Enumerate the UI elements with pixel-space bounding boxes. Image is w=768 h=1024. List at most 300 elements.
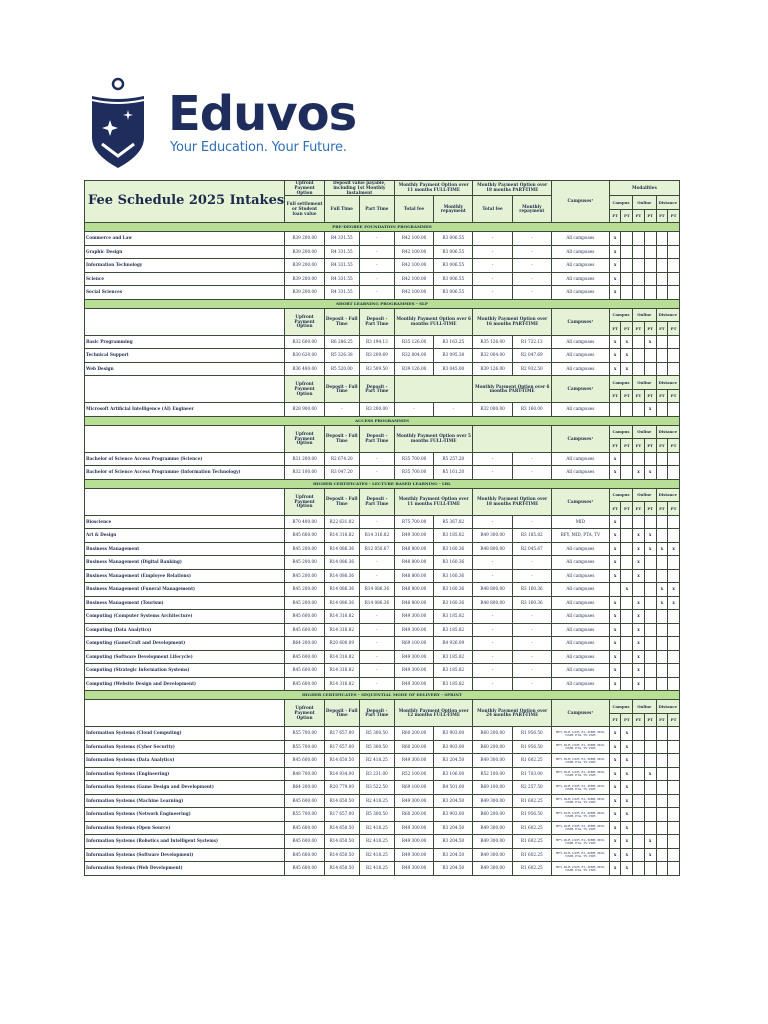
table-row [85,821,680,835]
monthly-ft-value: R3 185.82 [434,623,473,637]
modality-mark [644,862,656,876]
header-pt: PT [621,209,633,223]
modality-mark [656,259,668,273]
total-fee-ft-value: R49 300.00 [394,677,433,691]
modality-mark [621,596,633,610]
programme-name: Information Systems (Network Engineering) [85,808,285,822]
monthly-pt-value: R2 045.67 [512,542,551,556]
modality-mark: x [609,650,621,664]
modality-mark [621,515,633,529]
modality-mark [644,610,656,624]
header-monthly-full: Monthly Payment Option over 11 months FULL-TIME [394,181,473,196]
sub-header-ft: FT [656,502,668,516]
modality-mark [644,637,656,651]
deposit-part-value: R3 194.13 [359,335,394,349]
deposit-full-value: R14 086.36 [324,556,359,570]
monthly-ft-value: R3 903.00 [434,808,473,822]
total-fee-pt-value: R49 300.00 [473,848,512,862]
campuses-value: BFY, DLR, DUR, EL, MBH, MID, NMB, PTA, TV, VDB [551,754,609,768]
monthly-ft-value: R5 161.20 [434,466,473,480]
table-row [85,727,680,741]
sub-header-deposit-full: Deposit - Full Time [324,488,359,515]
monthly-ft-value: R3 006.55 [434,245,473,259]
programme-name: Information Systems (Open Source) [85,821,285,835]
modality-mark [621,623,633,637]
monthly-pt-value: - [512,664,551,678]
total-fee-pt-value: R52 100.00 [473,767,512,781]
deposit-part-value: - [359,610,394,624]
sub-header-campus: Campus [609,425,632,439]
monthly-pt-value: - [512,677,551,691]
programme-name: Web Design [85,362,285,376]
sub-header-row [85,488,680,502]
upfront-value: R28 900.00 [285,403,324,417]
modality-mark: x [609,335,621,349]
modality-mark [668,650,680,664]
monthly-pt-value: - [512,637,551,651]
deposit-full-value: R14 650.50 [324,862,359,876]
header-monthly-repayment-pt: Monthly repayment [512,196,551,223]
table-row [85,781,680,795]
sub-header-blank [85,308,285,335]
deposit-full-value: R4 331.55 [324,232,359,246]
sub-header-pt: PT [621,439,633,453]
modality-mark [633,259,645,273]
table-row [85,637,680,651]
upfront-value: R36 480.00 [285,362,324,376]
deposit-part-value: - [359,569,394,583]
modality-mark [644,821,656,835]
sub-header-row [85,376,680,390]
deposit-part-value: R3 522.50 [359,781,394,795]
total-fee-pt-value: - [473,259,512,273]
deposit-full-value: R14 086.36 [324,569,359,583]
monthly-pt-value: - [512,286,551,300]
upfront-value: R32 600.00 [285,335,324,349]
modality-mark [644,754,656,768]
programme-name: Business Management (Employee Relations) [85,569,285,583]
modality-mark [668,610,680,624]
header-upfront: Upfront Payment Option [285,181,324,196]
total-fee-ft-value: R60 200.00 [394,727,433,741]
table-row [85,650,680,664]
sub-header-pt: PT [621,713,633,727]
total-fee-pt-value: R32 004.00 [473,349,512,363]
total-fee-ft-value: R49 300.00 [394,650,433,664]
table-row [85,740,680,754]
programme-name: Information Systems (Robotics and Intelligent Systems) [85,835,285,849]
upfront-value: R30 620.00 [285,349,324,363]
table-title: Fee Schedule 2025 Intakes [85,181,285,223]
monthly-pt-value: R1 602.25 [512,821,551,835]
sub-header-row [85,308,680,322]
modality-mark [656,740,668,754]
campuses-value: BFY, DLR, DUR, EL, MBH, MID, NMB, PTA, TV, VDB [551,781,609,795]
upfront-value: R45 600.00 [285,650,324,664]
monthly-ft-value: R3 185.82 [434,677,473,691]
sub-header-monthly-part: Monthly Payment Option over 24 months PART-TIME [473,700,552,727]
header-distance: Distance [656,196,680,210]
modality-mark: x [609,362,621,376]
programme-name: Information Systems (Game Design and Development) [85,781,285,795]
monthly-pt-value: R1 956.50 [512,727,551,741]
total-fee-ft-value: R49 300.00 [394,848,433,862]
modality-mark [668,259,680,273]
header-ft: FT [633,209,645,223]
sub-header-ft: FT [633,439,645,453]
modality-mark: x [609,862,621,876]
modality-mark [621,664,633,678]
monthly-pt-value: - [512,245,551,259]
modality-mark [633,848,645,862]
sub-header-campuses: Campuses¹ [551,376,609,403]
deposit-full-value: R14 086.36 [324,542,359,556]
modality-mark: x [621,767,633,781]
modality-mark [644,556,656,570]
sub-header-ft: FT [633,322,645,336]
campuses-value: All campuses [551,466,609,480]
deposit-full-value: R17 657.00 [324,740,359,754]
monthly-ft-value: - [434,403,473,417]
sub-header-deposit-full: Deposit - Full Time [324,376,359,403]
sub-header-online: Online [633,488,656,502]
modality-mark: x [633,542,645,556]
header-ft: FT [656,209,668,223]
header-monthly-repayment-ft: Monthly repayment [434,196,473,223]
sub-header-deposit-part: Deposit - Part Time [359,700,394,727]
monthly-pt-value: - [512,556,551,570]
modality-mark [644,650,656,664]
modality-mark [668,794,680,808]
modality-mark: x [644,403,656,417]
modality-mark [656,466,668,480]
modality-mark: x [609,740,621,754]
modality-mark: x [609,767,621,781]
sub-header-online: Online [633,308,656,322]
table-row [85,515,680,529]
deposit-part-value: R2 418.25 [359,862,394,876]
modality-mark: x [609,781,621,795]
modality-mark [621,403,633,417]
modality-mark: x [609,664,621,678]
modality-mark: x [633,466,645,480]
sub-header-campuses: Campuses¹ [551,488,609,515]
total-fee-ft-value: R49 300.00 [394,610,433,624]
monthly-ft-value: R3 204.50 [434,848,473,862]
modality-mark: x [633,664,645,678]
sub-header-pt: PT [644,439,656,453]
deposit-full-value: - [324,403,359,417]
modality-mark: x [633,650,645,664]
modality-mark [644,259,656,273]
sub-header-pt: PT [621,502,633,516]
programme-name: Social Sciences [85,286,285,300]
sub-header-distance: Distance [656,700,680,714]
monthly-ft-value: R3 903.00 [434,727,473,741]
upfront-value: R39 200.00 [285,259,324,273]
upfront-value: R45 600.00 [285,794,324,808]
modality-mark [656,569,668,583]
modality-mark [644,596,656,610]
modality-mark: x [644,848,656,862]
modality-mark [668,740,680,754]
total-fee-pt-value: R32 000.00 [473,403,512,417]
modality-mark [656,664,668,678]
monthly-pt-value: R1 722.13 [512,335,551,349]
monthly-pt-value: - [512,623,551,637]
deposit-full-value: R4 331.55 [324,245,359,259]
table-row [85,767,680,781]
modality-mark [656,808,668,822]
monthly-ft-value: R4 501.00 [434,781,473,795]
total-fee-ft-value: R48 800.00 [394,596,433,610]
sub-header-deposit-part: Deposit - Part Time [359,376,394,403]
programme-name: Graphic Design [85,245,285,259]
modality-mark: x [609,848,621,862]
sub-header-online: Online [633,425,656,439]
modality-mark [633,515,645,529]
sub-header-pt: PT [621,322,633,336]
monthly-pt-value: - [512,515,551,529]
table-row [85,529,680,543]
sub-header-blank [85,425,285,452]
modality-mark: x [644,542,656,556]
deposit-part-value: R5 300.50 [359,740,394,754]
modality-mark: x [609,515,621,529]
campuses-value: All campuses [551,272,609,286]
header-deposit: Deposit value payable, including 1st Monthly Instalment [324,181,394,196]
modality-mark: x [633,529,645,543]
deposit-full-value: R14 650.50 [324,835,359,849]
sub-header-deposit-full: Deposit - Full Time [324,308,359,335]
modality-mark [621,610,633,624]
deposit-full-value: R14 316.82 [324,664,359,678]
table-row [85,403,680,417]
modality-mark [668,637,680,651]
section-header-row [85,691,680,700]
total-fee-pt-value: R49 300.00 [473,754,512,768]
monthly-pt-value: R3 160.00 [512,403,551,417]
campuses-value: All campuses [551,335,609,349]
sub-header-ft: FT [609,439,621,453]
sub-header-ft: FT [609,322,621,336]
campuses-value: All campuses [551,232,609,246]
modality-mark [633,583,645,597]
brand-name: Eduvos [168,86,357,142]
programme-name: Business Management [85,542,285,556]
sub-header-distance: Distance [656,488,680,502]
section-header-row [85,223,680,232]
table-row [85,862,680,876]
sub-header-online: Online [633,700,656,714]
modality-mark [633,862,645,876]
modality-mark: x [609,245,621,259]
total-fee-pt-value: - [473,272,512,286]
modality-mark: x [621,781,633,795]
modality-mark: x [644,835,656,849]
monthly-pt-value: R1 602.25 [512,754,551,768]
deposit-part-value: R2 418.25 [359,754,394,768]
sub-header-deposit-full: Deposit - Full Time [324,425,359,452]
modality-mark [621,259,633,273]
upfront-value: R45 600.00 [285,664,324,678]
modality-mark [656,623,668,637]
sub-header-monthly-full [394,376,473,403]
total-fee-pt-value: - [473,466,512,480]
programme-name: Computing (Data Analytics) [85,623,285,637]
total-fee-ft-value: R39 126.00 [394,362,433,376]
modality-mark: x [656,583,668,597]
modality-mark [668,835,680,849]
table-row [85,286,680,300]
modality-mark [668,862,680,876]
programme-name: Information Systems (Data Analytics) [85,754,285,768]
modality-mark [609,403,621,417]
modality-mark [668,664,680,678]
monthly-ft-value: R5 257.20 [434,452,473,466]
monthly-ft-value: R3 185.82 [434,529,473,543]
deposit-part-value: R14 086.36 [359,583,394,597]
campuses-value: All campuses [551,569,609,583]
programme-name: Technical Support [85,349,285,363]
upfront-value: R39 200.00 [285,245,324,259]
deposit-full-value: R14 650.50 [324,821,359,835]
modality-mark [656,767,668,781]
campuses-value: All campuses [551,637,609,651]
campuses-value: All campuses [551,286,609,300]
upfront-value: R45 600.00 [285,677,324,691]
header-modalities: Modalities [609,181,679,196]
campuses-value: MID [551,515,609,529]
campuses-value: All campuses [551,664,609,678]
modality-mark [656,637,668,651]
total-fee-ft-value: R60 200.00 [394,740,433,754]
monthly-ft-value: R3 006.55 [434,272,473,286]
campuses-value: All campuses [551,623,609,637]
brand-logo [88,76,388,172]
section-title: ACCESS PROGRAMMES [85,416,680,425]
table-row [85,596,680,610]
sub-header-pt: PT [668,389,680,403]
deposit-full-value: R14 650.50 [324,754,359,768]
upfront-value: R55 700.00 [285,727,324,741]
table-row [85,259,680,273]
upfront-value: R45 200.00 [285,556,324,570]
sub-header-monthly-full: Monthly Payment Option over 12 months FULL-TIME [394,700,473,727]
section-header-row [85,416,680,425]
modality-mark: x [644,466,656,480]
monthly-pt-value: - [512,466,551,480]
table-row [85,623,680,637]
modality-mark [633,245,645,259]
modality-mark [633,452,645,466]
modality-mark: x [644,529,656,543]
deposit-part-value: R2 418.25 [359,821,394,835]
header-full-settlement: Full settlement or Student loan value [285,196,324,223]
sub-header-monthly-full: Monthly Payment Option over 6 months FULL-TIME [394,308,473,335]
upfront-value: R45 600.00 [285,529,324,543]
deposit-part-value: - [359,232,394,246]
modality-mark: x [609,466,621,480]
modality-mark [668,677,680,691]
sub-header-ft: FT [633,502,645,516]
modality-mark [656,835,668,849]
campuses-value: BFY, DLR, DUR, EL, MBH, MID, NMB, PTA, TV, VDB [551,808,609,822]
campuses-value: All campuses [551,452,609,466]
campuses-value: BFY, DLR, DUR, EL, MBH, MID, NMB, PTA, TV, VDB [551,848,609,862]
monthly-pt-value: R1 602.25 [512,862,551,876]
programme-name: Bachelor of Science Access Programme (Science) [85,452,285,466]
header-pt: PT [668,209,680,223]
total-fee-ft-value: R49 300.00 [394,835,433,849]
campuses-value: BFY, DLR, DUR, EL, MBH, MID, NMB, PTA, TV, VDB [551,821,609,835]
section-title: PRE-DEGREE FOUNDATION PROGRAMMES [85,223,680,232]
sub-header-ft: FT [656,439,668,453]
modality-mark: x [609,754,621,768]
modality-mark [633,349,645,363]
modality-mark [633,781,645,795]
modality-mark [633,754,645,768]
deposit-part-value: R2 418.25 [359,794,394,808]
upfront-value: R48 700.00 [285,767,324,781]
monthly-ft-value: R3 160.36 [434,542,473,556]
deposit-full-value: R20 600.09 [324,637,359,651]
deposit-part-value: - [359,556,394,570]
modality-mark: x [668,596,680,610]
total-fee-ft-value: R35 126.00 [394,335,433,349]
campuses-value: BFY, DLR, DUR, EL, MBH, MID, NMB, PTA, TV, VDB [551,862,609,876]
modality-mark [621,542,633,556]
sub-header-deposit-part: Deposit - Part Time [359,488,394,515]
sub-header-blank [85,376,285,403]
table-row [85,835,680,849]
sub-header-ft: FT [633,713,645,727]
monthly-ft-value: R3 045.00 [434,362,473,376]
deposit-full-value: R14 316.82 [324,529,359,543]
modality-mark: x [621,727,633,741]
total-fee-ft-value: R42 100.00 [394,259,433,273]
modality-mark [656,677,668,691]
modality-mark [633,727,645,741]
sub-header-deposit-full: Deposit - Full Time [324,700,359,727]
campuses-value: All campuses [551,650,609,664]
modality-mark: x [656,542,668,556]
modality-mark [644,623,656,637]
sub-header-pt: PT [621,389,633,403]
modality-mark [621,286,633,300]
sub-header-distance: Distance [656,425,680,439]
monthly-pt-value: R3 185.82 [512,529,551,543]
deposit-full-value: R22 631.82 [324,515,359,529]
campuses-value: All campuses [551,610,609,624]
modality-mark: x [656,596,668,610]
table-row [85,349,680,363]
header-campuses: Campuses¹ [551,181,609,223]
modality-mark: x [609,349,621,363]
modality-mark: x [609,542,621,556]
header-part-time: Part Time [359,196,394,223]
monthly-ft-value: R3 204.50 [434,754,473,768]
upfront-value: R45 600.00 [285,754,324,768]
modality-mark [621,232,633,246]
monthly-ft-value: R3 204.50 [434,835,473,849]
modality-mark [621,529,633,543]
total-fee-pt-value: R60 200.00 [473,727,512,741]
monthly-pt-value: - [512,610,551,624]
deposit-full-value: R3 047.20 [324,466,359,480]
total-fee-ft-value: R35 700.00 [394,466,433,480]
monthly-pt-value: - [512,272,551,286]
